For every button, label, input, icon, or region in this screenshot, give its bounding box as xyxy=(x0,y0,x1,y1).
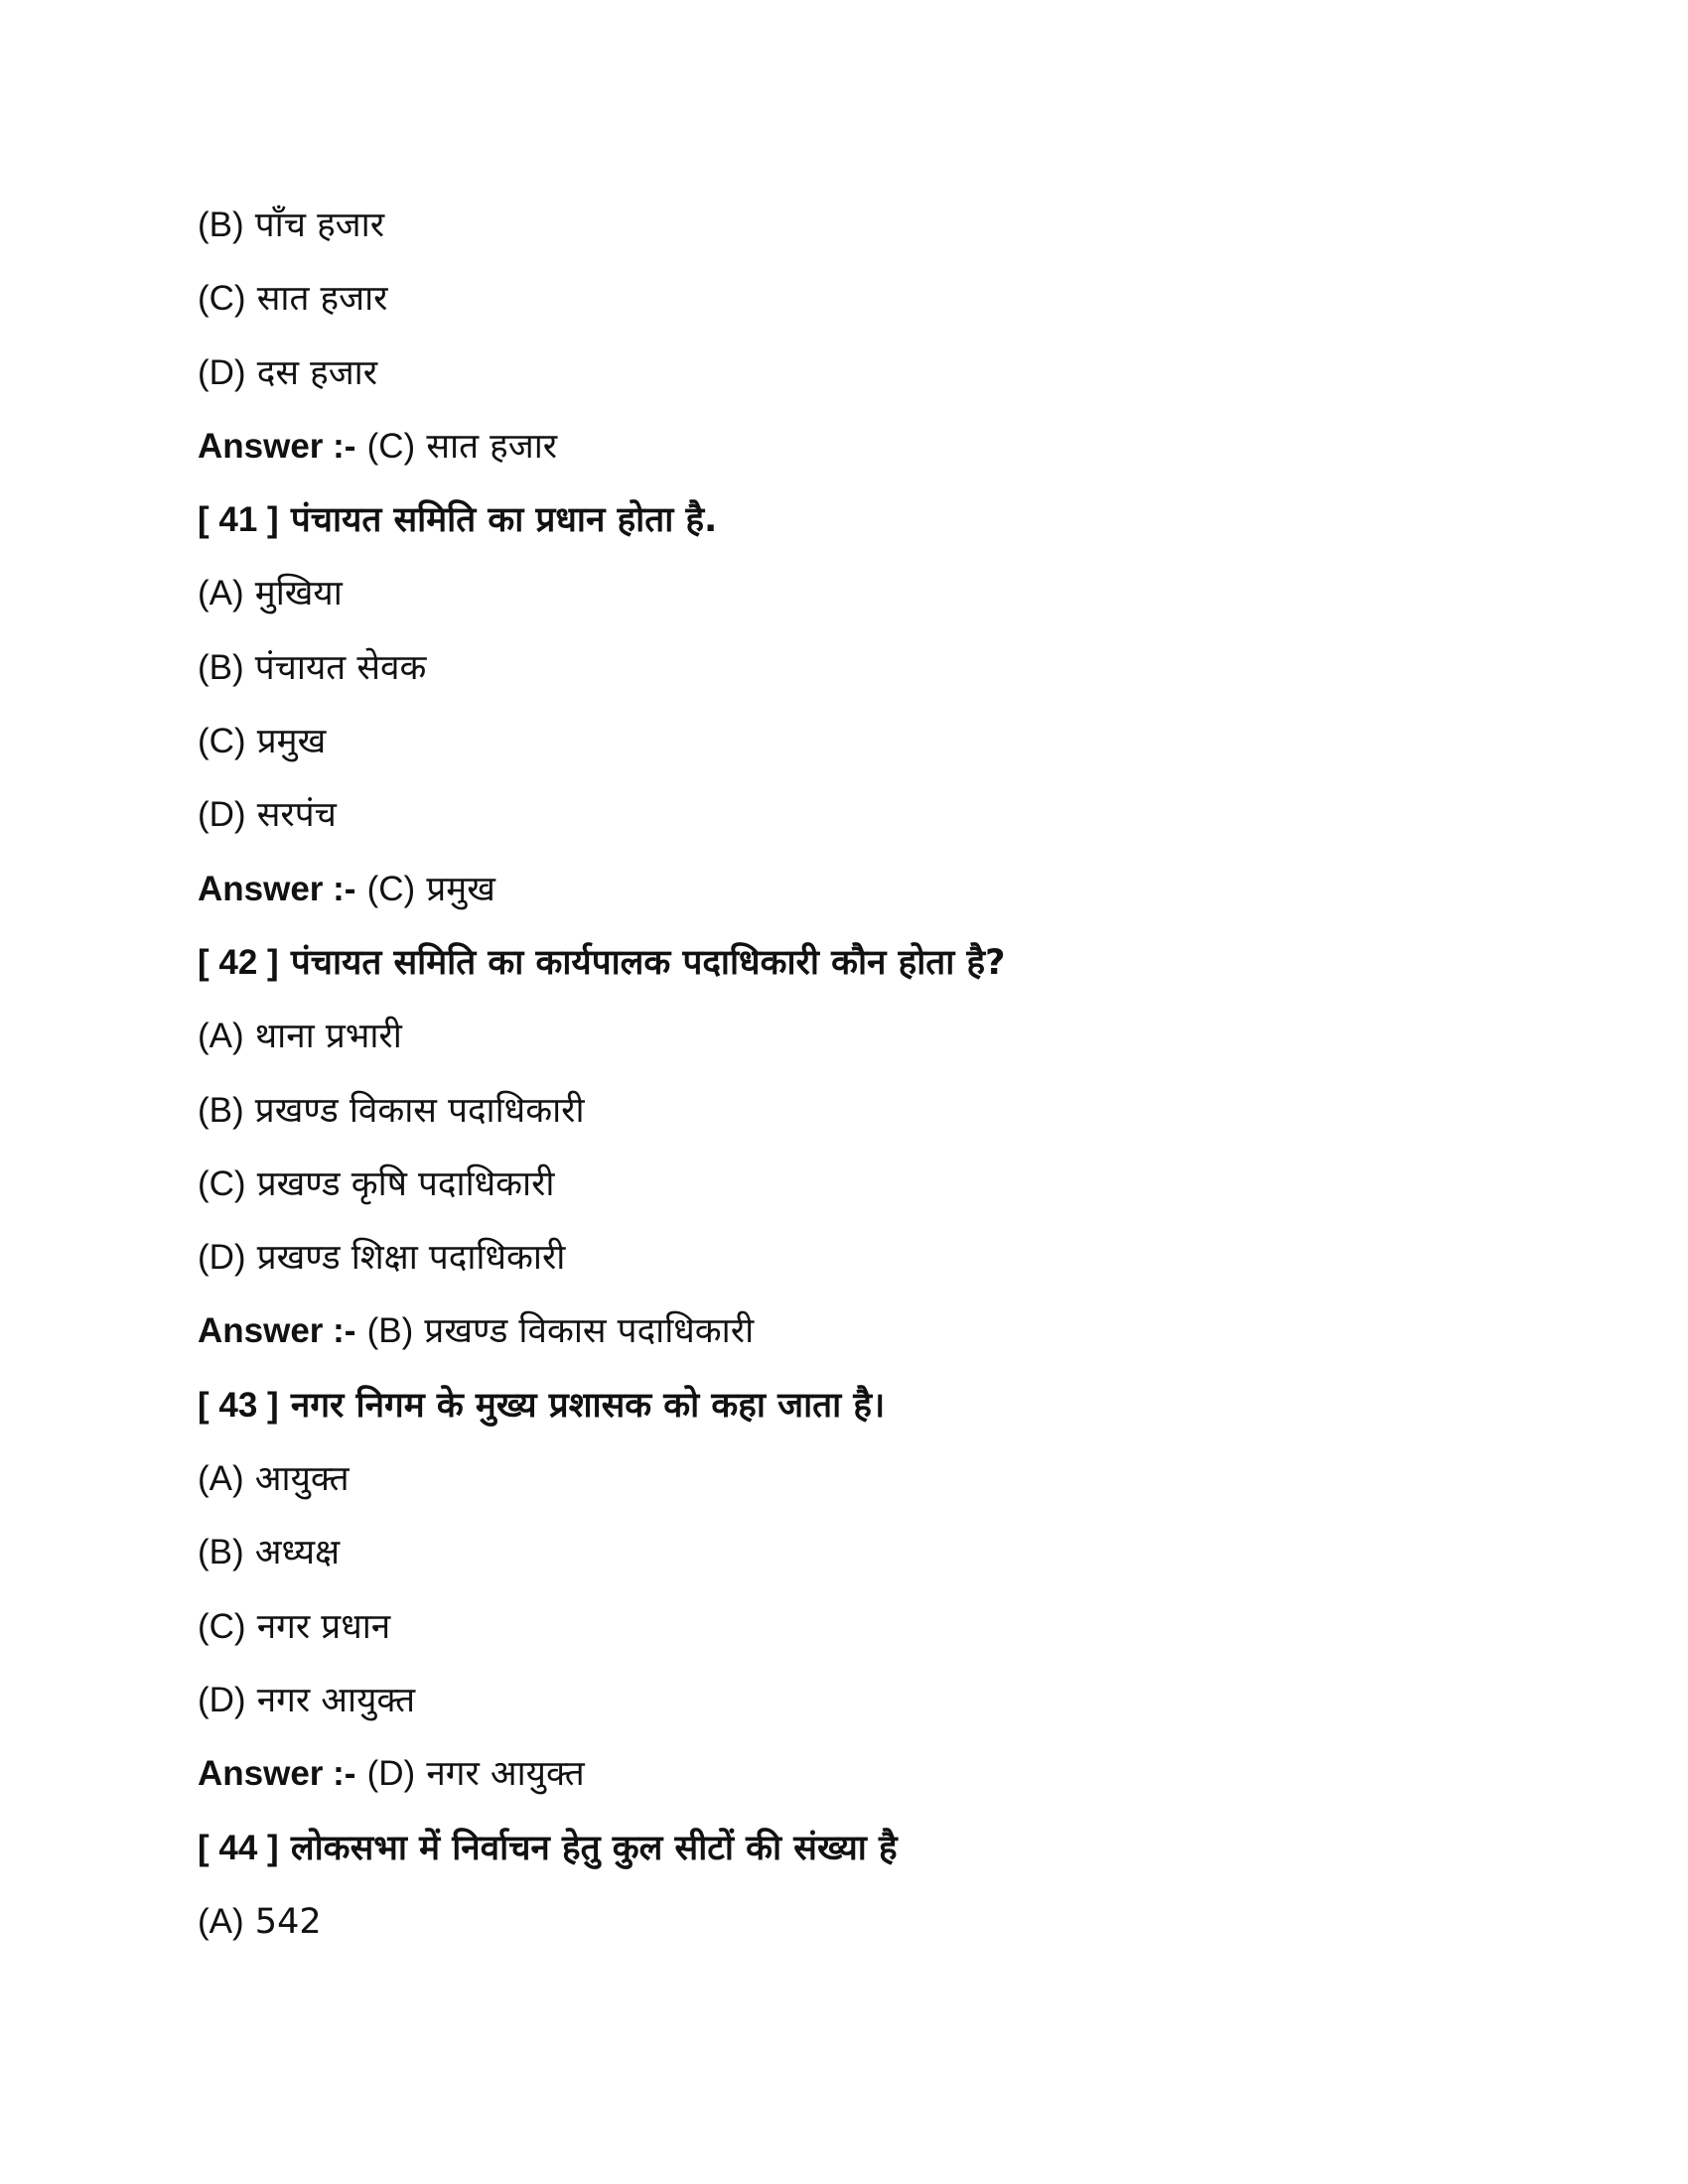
question-number: [ 42 ] xyxy=(198,942,279,982)
option-key: (C) xyxy=(198,1606,246,1646)
question-text: पंचायत समिति का प्रधान होता है. xyxy=(290,500,718,541)
option-a xyxy=(198,1000,1588,1073)
question-44 xyxy=(198,1812,1588,1885)
option-a xyxy=(198,557,1588,630)
option-key: (D) xyxy=(198,1238,246,1278)
question-41 xyxy=(198,483,1588,557)
option-text: सरपंच xyxy=(256,795,337,836)
document-page xyxy=(198,189,1588,1959)
option-text: प्रखण्ड विकास पदाधिकारी xyxy=(254,1090,585,1131)
option-key: (A) xyxy=(198,1017,244,1056)
option-c xyxy=(198,705,1588,778)
option-b xyxy=(198,189,1588,262)
question-43 xyxy=(198,1369,1588,1442)
option-text: प्रखण्ड कृषि पदाधिकारी xyxy=(256,1163,555,1204)
option-d xyxy=(198,778,1588,852)
option-d xyxy=(198,1221,1588,1295)
question-text: नगर निगम के मुख्य प्रशासक को कहा जाता है। xyxy=(290,1385,886,1426)
option-d xyxy=(198,1664,1588,1737)
answer-text: प्रखण्ड विकास पदाधिकारी xyxy=(424,1311,755,1352)
option-c xyxy=(198,1148,1588,1221)
option-text: 542 xyxy=(254,1901,322,1942)
option-key: (B) xyxy=(198,647,244,687)
option-a xyxy=(198,1442,1588,1516)
option-b xyxy=(198,1516,1588,1589)
option-key: (A) xyxy=(198,574,244,614)
answer-label: Answer :- xyxy=(198,1754,356,1794)
option-text: थाना प्रभारी xyxy=(254,1017,402,1057)
option-text: सात हजार xyxy=(256,279,388,320)
answer-line xyxy=(198,853,1588,926)
question-42 xyxy=(198,926,1588,1000)
option-text: दस हजार xyxy=(256,352,378,393)
option-key: (D) xyxy=(198,352,246,392)
option-a xyxy=(198,1885,1588,1959)
option-d xyxy=(198,337,1588,410)
option-text: मुखिया xyxy=(254,574,343,614)
question-number: [ 41 ] xyxy=(198,500,279,540)
option-key: (B) xyxy=(198,1533,244,1572)
answer-text: नगर आयुक्त xyxy=(426,1754,585,1795)
option-text: अध्यक्ष xyxy=(254,1533,341,1573)
option-text: पंचायत सेवक xyxy=(254,647,427,688)
answer-line xyxy=(198,410,1588,483)
option-text: नगर आयुक्त xyxy=(256,1680,416,1720)
option-c xyxy=(198,262,1588,336)
option-key: (C) xyxy=(198,279,246,319)
question-text: लोकसभा में निर्वाचन हेतु कुल सीटों की संख्या है xyxy=(290,1828,898,1868)
option-text: पाँच हजार xyxy=(254,205,385,245)
option-key: (A) xyxy=(198,1459,244,1499)
option-c xyxy=(198,1590,1588,1664)
question-number: [ 44 ] xyxy=(198,1828,279,1867)
option-key: (D) xyxy=(198,1680,246,1719)
option-key: (C) xyxy=(198,1163,246,1203)
answer-key: (C) xyxy=(366,426,416,466)
answer-key: (C) xyxy=(366,869,416,908)
question-text: पंचायत समिति का कार्यपालक पदाधिकारी कौन होता है? xyxy=(290,942,1006,983)
option-key: (C) xyxy=(198,722,246,761)
answer-line xyxy=(198,1295,1588,1368)
option-b xyxy=(198,1074,1588,1148)
answer-label: Answer :- xyxy=(198,1311,356,1351)
answer-label: Answer :- xyxy=(198,869,356,908)
answer-label: Answer :- xyxy=(198,426,356,466)
option-key: (D) xyxy=(198,795,246,835)
answer-line xyxy=(198,1737,1588,1811)
answer-key: (D) xyxy=(366,1754,416,1794)
option-key: (B) xyxy=(198,205,244,244)
option-key: (A) xyxy=(198,1901,244,1941)
answer-text: सात हजार xyxy=(426,426,558,467)
question-number: [ 43 ] xyxy=(198,1385,279,1425)
answer-text: प्रमुख xyxy=(426,869,495,909)
answer-key: (B) xyxy=(366,1311,414,1351)
option-text: आयुक्त xyxy=(254,1459,350,1500)
option-text: प्रखण्ड शिक्षा पदाधिकारी xyxy=(256,1238,566,1279)
option-text: नगर प्रधान xyxy=(256,1606,391,1647)
option-key: (B) xyxy=(198,1090,244,1130)
option-text: प्रमुख xyxy=(256,722,327,762)
option-b xyxy=(198,631,1588,705)
